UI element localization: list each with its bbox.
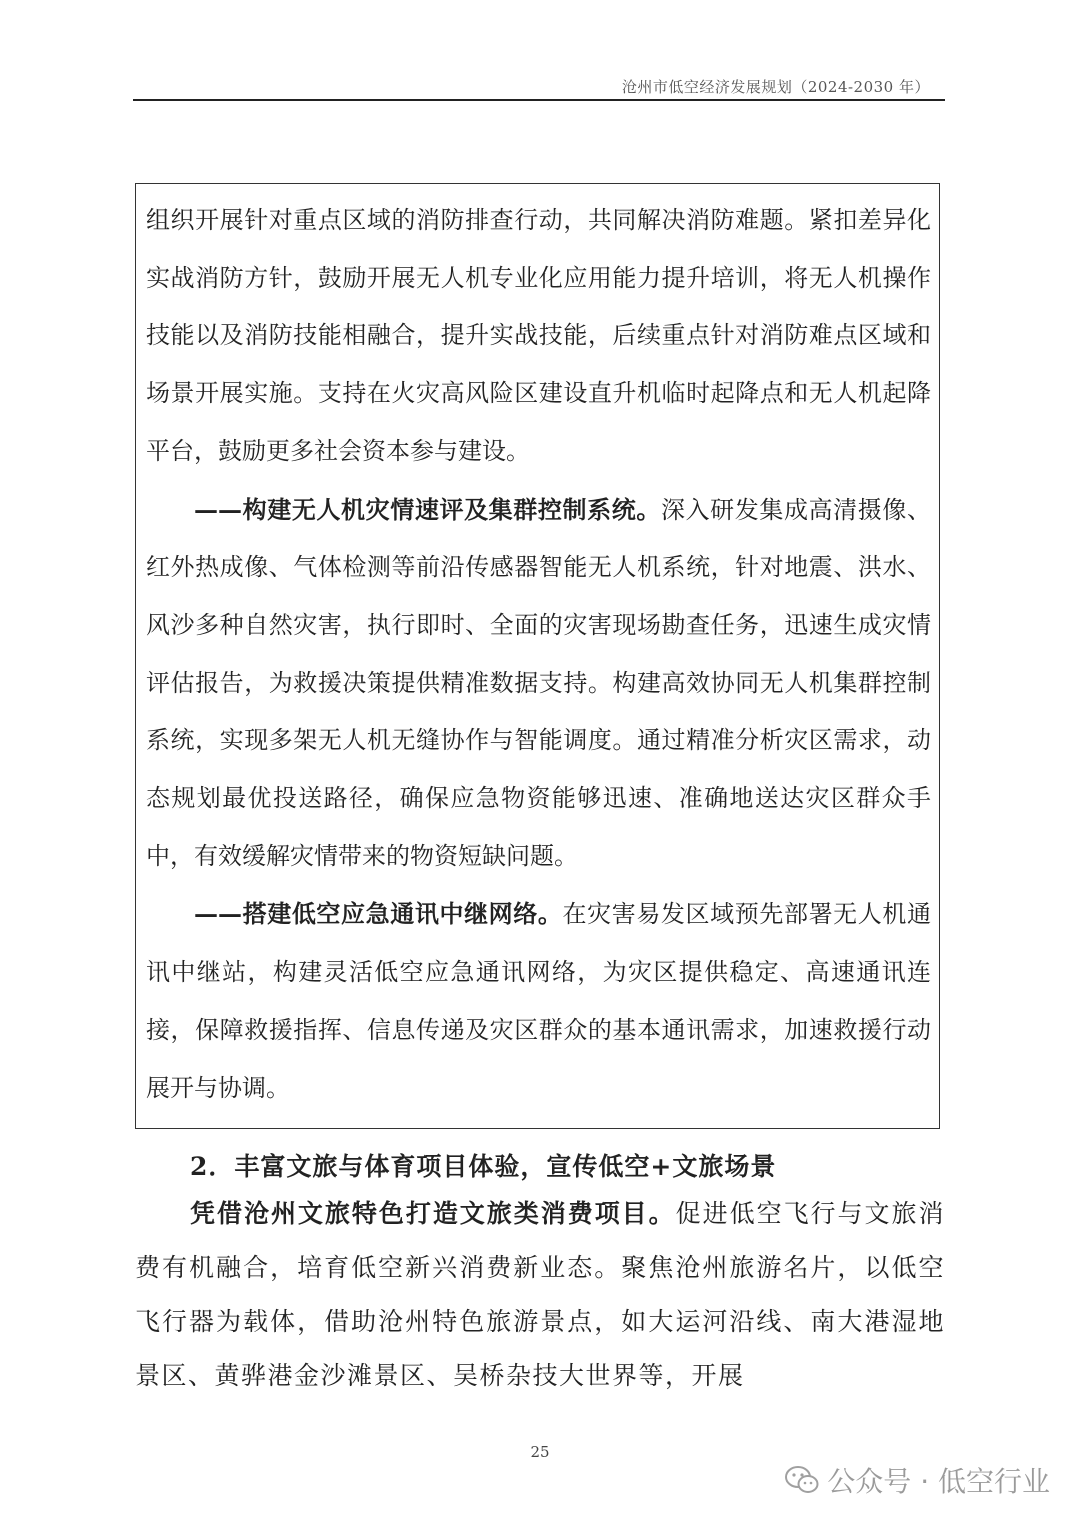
box-paragraph-3 bbox=[146, 885, 931, 1117]
watermark bbox=[785, 1460, 1050, 1500]
main-paragraph-body: 促进低空飞行与文旅消费有机融合，培育低空新兴消费新业态。聚焦沧州旅游名片，以低空飞行器为载体，借助沧州特色旅游景点，如大运河沿线、南大港湿地景区、黄骅港金沙滩景区、吴桥杂技大世界等，开展 bbox=[135, 1199, 945, 1390]
boxed-section bbox=[135, 183, 940, 1129]
watermark-text: 公众号 · 低空行业 bbox=[827, 1465, 1050, 1498]
running-header: 沧州市低空经济发展规划（2024-2030 年） bbox=[621, 78, 930, 96]
main-paragraph bbox=[135, 1187, 945, 1403]
box-paragraph-2 bbox=[146, 481, 931, 886]
box-paragraph-2-lead: ——构建无人机灾情速评及集群控制系统。 bbox=[194, 494, 661, 524]
box-paragraph-3-body: 在灾害易发区域预先部署无人机通讯中继站，构建灵活低空应急通讯网络，为灾区提供稳定、高速通讯连接，保障救援指挥、信息传递及灾区群众的基本通讯需求，加速救援行动展开与协调。 bbox=[146, 900, 931, 1102]
box-paragraph-2-body: 深入研发集成高清摄像、红外热成像、气体检测等前沿传感器智能无人机系统，针对地震、洪水、风沙多种自然灾害，执行即时、全面的灾害现场勘查任务，迅速生成灾情评估报告，为救援决策提供精准数据支持。构建高效协同无人机集群控制系统，实现多架无人机无缝协作与智能调度。通过精准分析灾区需求，动态规划最优投送路径，确保应急物资能够迅速、准确地送达灾区群众手中，有效缓解灾情带来的物资短缺问题。 bbox=[146, 495, 932, 870]
page-number: 25 bbox=[530, 1443, 550, 1461]
section-heading: 2．丰富文旅与体育项目体验，宣传低空+文旅场景 bbox=[190, 1152, 777, 1181]
box-paragraph-3-lead: ——搭建低空应急通讯中继网络。 bbox=[194, 899, 563, 929]
header-rule bbox=[133, 99, 945, 101]
box-paragraph-1: 组织开展针对重点区域的消防排查行动，共同解决消防难题。紧扣差异化实战消防方针，鼓励开展无人机专业化应用能力提升培训，将无人机操作技能以及消防技能相融合，提升实战技能，后续重点针对消防难点区域和场景开展实施。支持在火灾高风险区建设直升机临时起降点和无人机起降平台，鼓励更多社会资本参与建设。 bbox=[146, 206, 931, 465]
wechat-icon bbox=[785, 1465, 819, 1495]
main-paragraph-lead: 凭借沧州文旅特色打造文旅类消费项目。 bbox=[190, 1199, 676, 1228]
